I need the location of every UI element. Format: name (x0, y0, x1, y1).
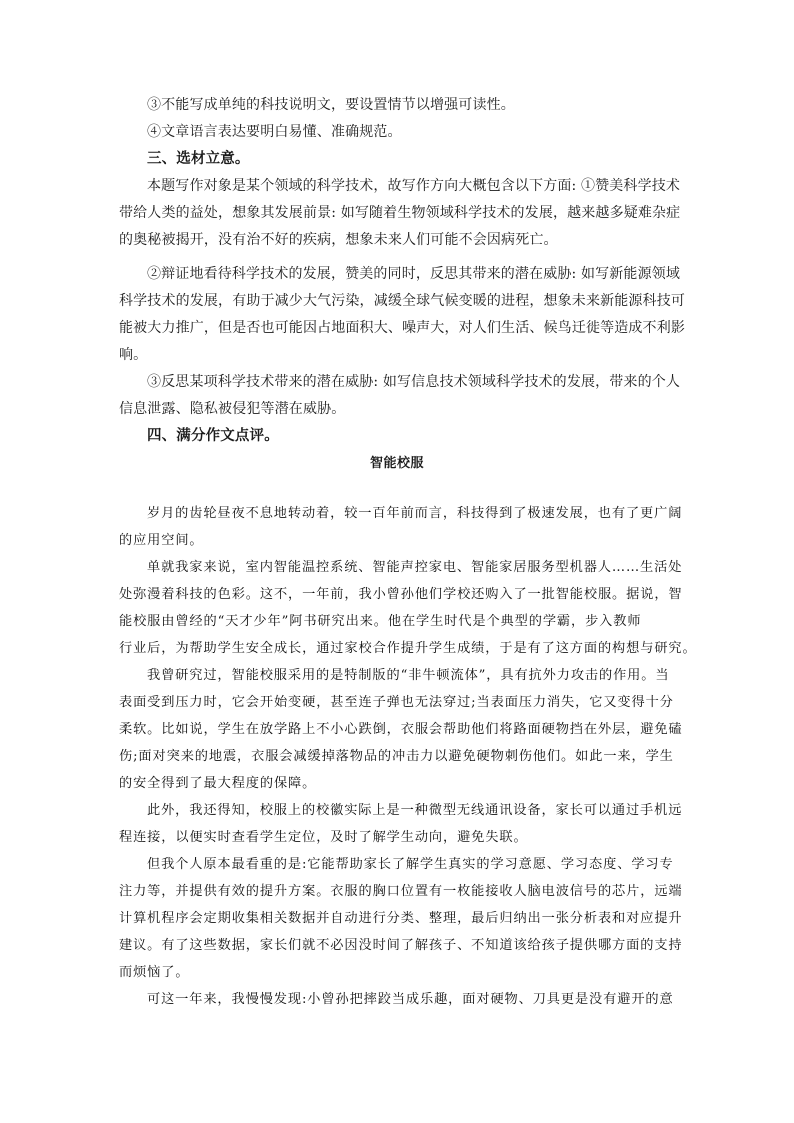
essay-line: 行业后，为帮助学生安全成长，通过家校合作提升学生成绩，于是有了这方面的构想与研究。 (119, 641, 697, 656)
section-three-heading: 三、选材立意。 (147, 151, 250, 167)
essay-line: 计算机程序会定期收集相关数据并自动进行分类、整理，最后归纳出一张分析表和对应提升 (119, 911, 683, 926)
paragraph-line: 本题写作对象是某个领域的科学技术，故写作方向大概包含以下方面: ①赞美科学技术 (147, 178, 681, 194)
section-four-heading: 四、满分作文点评。 (147, 428, 279, 444)
essay-line: 表面受到压力时，它会开始变硬，甚至连子弹也无法穿过;当表面压力消失，它又变得十分 (119, 695, 674, 710)
essay-line: 的安全得到了最大程度的保障。 (119, 776, 317, 791)
paragraph-line: 带给人类的益处，想象其发展前景: 如写随着生物领域科学技术的发展，越来越多疑难杂症 (119, 205, 681, 221)
paragraph-line: 响。 (119, 347, 148, 363)
requirement-item-3: ③不能写成单纯的科技说明文，要设置情节以增强可读性。 (147, 97, 515, 113)
essay-line: 的应用空间。 (119, 533, 204, 548)
paragraph-line: 能被大力推广，但是否也可能因占地面积大、噪声大，对人们生活、候鸟迁徙等造成不利影 (119, 320, 685, 336)
paragraph-line: 科学技术的发展，有助于减少大气污染，减缓全球气候变暖的进程，想象未来新能源科技可 (119, 293, 685, 309)
essay-line: 但我个人原本最看重的是:它能帮助家长了解学生真实的学习意愿、学习态度、学习专 (147, 857, 674, 872)
essay-line: 可这一年来，我慢慢发现:小曾孙把摔跤当成乐趣，面对硬物、刀具更是没有避开的意 (147, 992, 674, 1007)
essay-line: 处弥漫着科技的色彩。这不，一年前，我小曾孙他们学校还购入了一批智能校服。据说，智 (119, 587, 683, 602)
essay-line: 柔软。比如说，学生在放学路上不小心跌倒，衣服会帮助他们将路面硬物挡在外层，避免磕 (119, 722, 683, 737)
requirement-item-4: ④文章语言表达要明白易懂、准确规范。 (147, 124, 402, 140)
essay-line: 我曾研究过，智能校服采用的是特制版的“非牛顿流体”，具有抗外力攻击的作用。当 (147, 668, 670, 683)
paragraph-line: 的奥秘被揭开，没有治不好的疾病，想象未来人们可能不会因病死亡。 (119, 232, 558, 248)
paragraph-line: ②辩证地看待科学技术的发展，赞美的同时，反思其带来的潜在威胁: 如写新能源领域 (147, 266, 681, 282)
essay-line: 此外，我还得知，校服上的校徽实际上是一种微型无线通讯设备，家长可以通过手机远 (147, 803, 683, 818)
essay-line: 伤;面对突来的地震，衣服会减缓掉落物品的冲击力以避免硬物刺伤他们。如此一来，学生 (119, 749, 674, 764)
essay-line: 而烦恼了。 (119, 965, 190, 980)
paragraph-line: 信息泄露、隐私被侵犯等潜在威胁。 (119, 401, 346, 417)
essay-title: 智能校服 (369, 456, 424, 471)
essay-line: 能校服由曾经的“天才少年”阿书研究出来。他在学生时代是个典型的学霸，步入教师 (119, 614, 642, 629)
essay-line: 注力等，并提供有效的提升方案。衣服的胸口位置有一枚能接收人脑电波信号的芯片，远端 (119, 884, 683, 899)
essay-line: 程连接，以便实时查看学生定位，及时了解学生动向，避免失联。 (119, 830, 528, 845)
essay-line: 岁月的齿轮昼夜不息地转动着，较一百年前而言，科技得到了极速发展，也有了更广阔 (147, 506, 683, 521)
essay-line: 单就我家来说，室内智能温控系统、智能声控家电、智能家居服务型机器人……生活处 (147, 560, 683, 575)
essay-line: 建议。有了这些数据，家长们就不必因没时间了解孩子、不知道该给孩子提供哪方面的支持 (119, 938, 683, 953)
paragraph-line: ③反思某项科学技术带来的潜在威胁: 如写信息技术领域科学技术的发展，带来的个人 (147, 374, 681, 390)
